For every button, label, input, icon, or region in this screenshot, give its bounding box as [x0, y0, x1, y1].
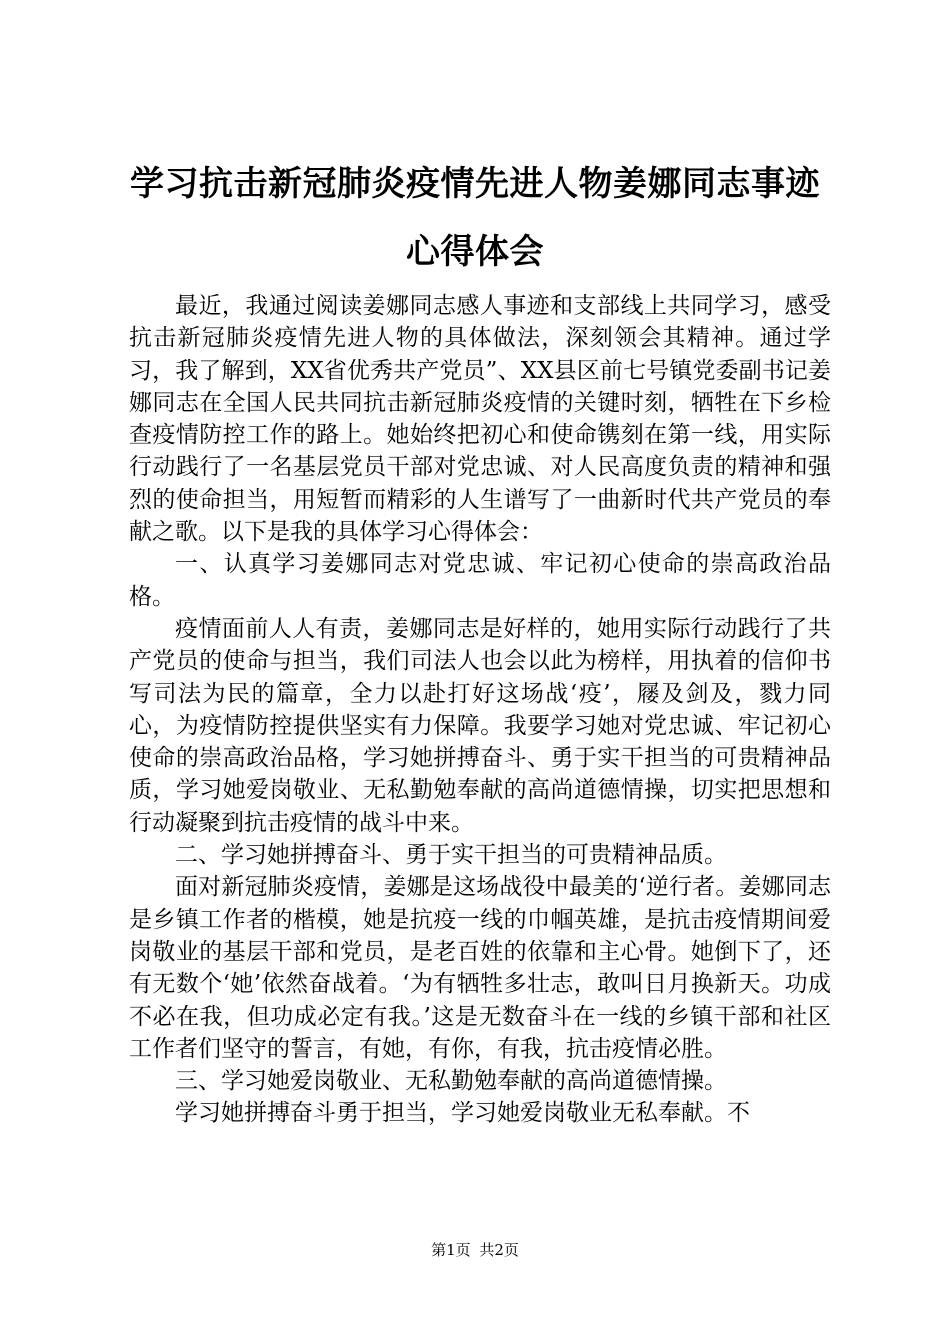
section-heading-3: 三、学习她爱岗敬业、无私勤勉奉献的高尚道德情操。 — [175, 1068, 727, 1095]
document-body — [129, 290, 831, 1130]
page-total: 共2页 — [479, 1241, 519, 1259]
document-title: 学习抗击新冠肺炎疫情先进人物姜娜同志事迹心得体会 — [130, 164, 820, 272]
paragraph-section-2: 面对新冠肺炎疫情，姜娜是这场战役中最美的‘逆行者。姜娜同志是乡镇工作者的楷模，她是抗疫一线的巾帼英雄，是抗击疫情期间爱岗敬业的基层干部和党员，是老百姓的依靠和主心骨。她倒下了，还有无数个‘她’依然奋战着。‘为有牺牲多壮志，敢叫日月换新天。功成不必在我，但功成必定有我。’这是无数奋斗在一线的乡镇干部和社区工作者们坚守的誓言，有她，有你，有我，抗击疫情必胜。 — [129, 874, 831, 1062]
paragraph-section-3: 学习她拼搏奋斗勇于担当，学习她爱岗敬业无私奉献。不 — [175, 1100, 750, 1127]
section-heading-1: 一、认真学习姜娜同志对党忠诚、牢记初心使命的崇高政治品格。 — [129, 551, 831, 610]
section-heading-2: 二、学习她拼搏奋斗、勇于实干担当的可贵精神品质。 — [175, 842, 727, 869]
paragraph-section-1: 疫情面前人人有责，姜娜同志是好样的，她用实际行动践行了共产党员的使命与担当，我们司法人也会以此为榜样，用执着的信仰书写司法为民的篇章，全力以赴打好这场战‘疫’，屦及剑及，戮力同心，为疫情防控提供坚实有力保障。我要学习她对党忠诚、牢记初心使命的崇高政治品格，学习她拼搏奋斗、勇于实干担当的可贵精神品质，学习她爱岗敬业、无私勤勉奉献的高尚道德情操，切实把思想和行动凝聚到抗击疫情的战斗中来。 — [129, 615, 831, 836]
paragraph-intro: 最近，我通过阅读姜娜同志感人事迹和支部线上共同学习，感受抗击新冠肺炎疫情先进人物的具体做法，深刻领会其精神。通过学习，我了解到，XX省优秀共产党员”、XX县区前七号镇党委副书记姜娜同志在全国人民共同抗击新冠肺炎疫情的关键时刻，牺牲在下乡检查疫情防控工作的路上。她始终把初心和使命镌刻在第一线，用实际行动践行了一名基层党员干部对党忠诚、对人民高度负责的精神和强烈的使命担当，用短暂而精彩的人生谱写了一曲新时代共产党员的奉献之歌。以下是我的具体学习心得体会： — [129, 293, 831, 546]
page-number: 第1页 — [431, 1241, 471, 1259]
page-footer — [0, 1240, 950, 1260]
